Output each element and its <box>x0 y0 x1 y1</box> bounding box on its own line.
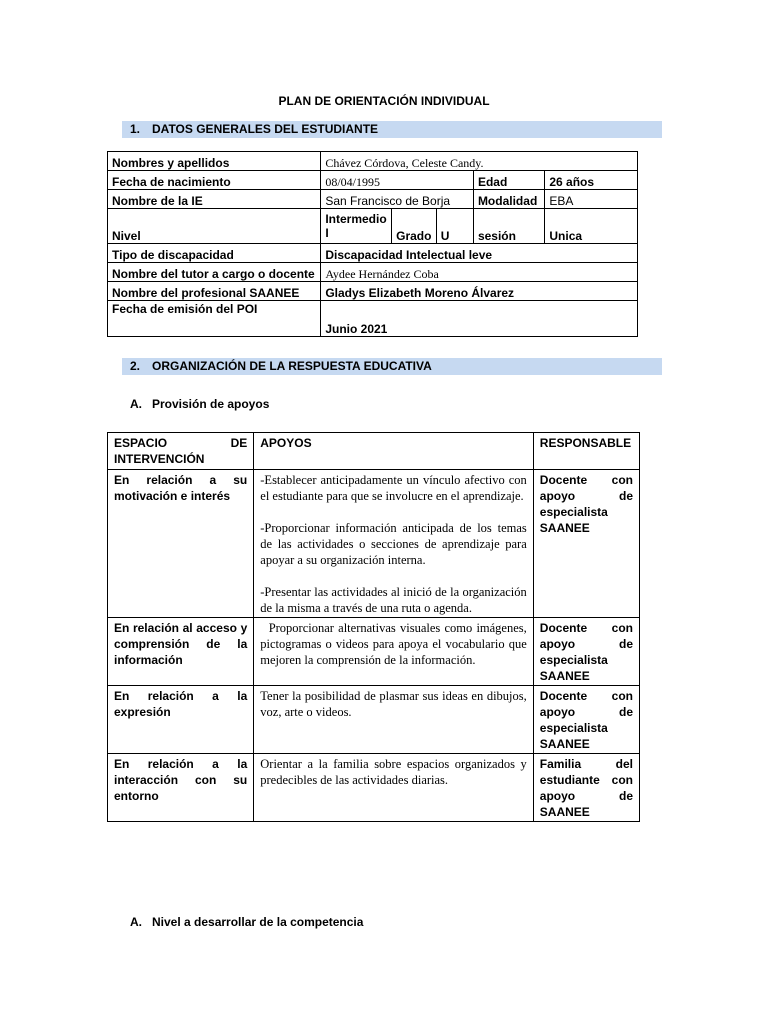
table-row <box>108 190 638 209</box>
label-sesion: sesión <box>473 209 544 244</box>
value-profesional: Gladys Elizabeth Moreno Álvarez <box>321 282 638 301</box>
section-heading-datos-generales <box>122 121 662 138</box>
value-modalidad: EBA <box>545 190 638 209</box>
table-row <box>108 282 638 301</box>
label-nivel: Nivel <box>108 209 321 244</box>
apoyo-paragraph: -Establecer anticipadamente un vínculo afectivo con el estudiante para que se involucre en el aprendizaje. <box>260 473 527 503</box>
subheading-letter: A. <box>130 397 142 411</box>
label-edad: Edad <box>473 171 544 190</box>
subheading-letter: A. <box>130 915 142 929</box>
apoyo-paragraph: -Presentar las actividades al inició de la organización de la misma a través de una ruta o agenda. <box>260 585 527 615</box>
responsable-cell: Docente con apoyo de especialista SAANEE <box>533 470 639 618</box>
datos-generales-table <box>107 151 638 337</box>
apoyos-cell: Tener la posibilidad de plasmar sus ideas en dibujos, voz, arte o videos. <box>254 686 534 754</box>
subheading-title: Nivel a desarrollar de la competencia <box>152 915 364 929</box>
header-responsable: RESPONSABLE <box>533 433 639 470</box>
responsable-cell: Familia del estudiante con apoyo de SAANEE <box>533 754 639 822</box>
table-header-row <box>108 433 640 470</box>
label-tutor: Nombre del tutor a cargo o docente <box>108 263 321 282</box>
section-heading-organizacion <box>122 358 662 375</box>
table-row <box>108 686 640 754</box>
value-sesion: Unica <box>545 209 638 244</box>
espacio-cell: En relación a la expresión <box>108 686 254 754</box>
header-espacio: ESPACIO DE INTERVENCIÓN <box>108 433 254 470</box>
value-nombres: Chávez Córdova, Celeste Candy. <box>321 152 638 171</box>
nivel-line-2: I <box>325 226 329 240</box>
label-modalidad: Modalidad <box>473 190 544 209</box>
nivel-line-1: Intermedio <box>325 212 387 226</box>
header-apoyos: APOYOS <box>254 433 534 470</box>
section-title: DATOS GENERALES DEL ESTUDIANTE <box>152 122 379 136</box>
table-row <box>108 470 640 618</box>
subheading-nivel-competencia <box>130 915 363 929</box>
value-grado: U <box>436 209 473 244</box>
espacio-cell: En relación a su motivación e interés <box>108 470 254 618</box>
section-number: 2. <box>130 359 141 373</box>
table-row <box>108 171 638 190</box>
section-number: 1. <box>130 122 141 136</box>
label-profesional: Nombre del profesional SAANEE <box>108 282 321 301</box>
table-row <box>108 209 638 244</box>
table-row <box>108 618 640 686</box>
value-discapacidad: Discapacidad Intelectual leve <box>321 244 638 263</box>
apoyos-cell: Proporcionar alternativas visuales como imágenes, pictogramas o videos para apoya el vocabulario que mejoren la comprensión de la información. <box>254 618 534 686</box>
label-discapacidad: Tipo de discapacidad <box>108 244 321 263</box>
table-row <box>108 301 638 337</box>
value-tutor: Aydee Hernández Coba <box>321 263 638 282</box>
subheading-title: Provisión de apoyos <box>152 397 270 411</box>
responsable-cell: Docente con apoyo de especialista SAANEE <box>533 686 639 754</box>
table-row <box>108 244 638 263</box>
value-fecha-nacimiento: 08/04/1995 <box>321 171 474 190</box>
table-row <box>108 152 638 171</box>
value-edad: 26 años <box>545 171 638 190</box>
value-emision: Junio 2021 <box>321 301 638 337</box>
responsable-cell: Docente con apoyo de especialista SAANEE <box>533 618 639 686</box>
espacio-cell: En relación al acceso y comprensión de la información <box>108 618 254 686</box>
label-grado: Grado <box>392 209 437 244</box>
value-nivel <box>321 209 392 244</box>
apoyos-cell: Orientar a la familia sobre espacios organizados y predecibles de las actividades diarias. <box>254 754 534 822</box>
page-title: PLAN DE ORIENTACIÓN INDIVIDUAL <box>278 94 490 108</box>
label-fecha-nacimiento: Fecha de nacimiento <box>108 171 321 190</box>
apoyo-paragraph: -Proporcionar información anticipada de los temas de las actividades o secciones de aprendizaje para apoyar a su organización interna. <box>260 521 527 567</box>
label-emision: Fecha de emisión del POI <box>108 301 321 337</box>
value-ie: San Francisco de Borja <box>321 190 474 209</box>
subheading-provision-apoyos <box>130 397 269 411</box>
apoyos-table <box>107 432 640 822</box>
apoyos-cell <box>254 470 534 618</box>
section-title: ORGANIZACIÓN DE LA RESPUESTA EDUCATIVA <box>152 359 432 373</box>
label-nombres: Nombres y apellidos <box>108 152 321 171</box>
label-ie: Nombre de la IE <box>108 190 321 209</box>
espacio-cell: En relación a la interacción con su entorno <box>108 754 254 822</box>
table-row <box>108 263 638 282</box>
table-row <box>108 754 640 822</box>
